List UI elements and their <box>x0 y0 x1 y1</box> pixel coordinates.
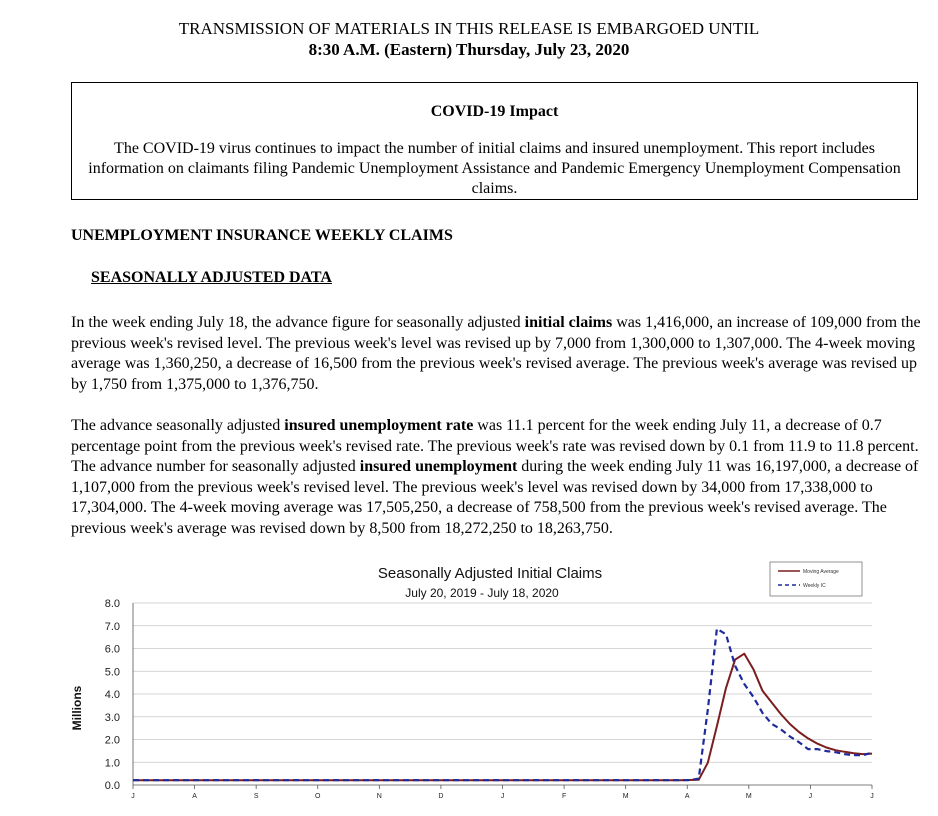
chart-grid <box>133 603 872 762</box>
legend-box <box>770 562 862 596</box>
covid-impact-title: COVID-19 Impact <box>430 103 559 120</box>
y-tick-label: 7.0 <box>104 620 120 633</box>
y-tick-label: 1.0 <box>104 757 120 770</box>
covid-impact-box <box>71 82 918 200</box>
chart-legend <box>770 562 862 596</box>
p2-text-2: was 11.1 percent for the week ending July 11, a decrease of 0.7 percentage point from the previous week's revised rate. The previous week's rate was revised down by 0.1 from 11.9 to 11.8 percent. The advance number for seasonally adjusted <box>71 417 919 475</box>
chart-svg <box>0 558 938 811</box>
x-tick-label: M <box>745 793 752 800</box>
y-tick-label: 0.0 <box>104 780 120 792</box>
chart-series <box>133 629 872 781</box>
p1-text-2: was 1,416,000, an increase of 109,000 from the previous week's revised level. The previous week's level was revised up by 7,000 from 1,300,000 to 1,307,000. The 4-week moving average was 1,360,250, a decrease of 16,500 from the previous week's revised average. The previous week's average was revised up by 1,750 from 1,375,000 to 1,376,750. <box>71 314 921 393</box>
series-line-weekly-ic <box>133 629 872 781</box>
x-tick-label: F <box>561 793 567 800</box>
insured-unemployment-paragraph <box>71 416 921 539</box>
x-tick-label: A <box>684 793 690 800</box>
y-tick-label: 5.0 <box>104 666 120 679</box>
embargo-line-1: TRANSMISSION OF MATERIALS IN THIS RELEASE IS EMBARGOED UNTIL <box>178 19 760 38</box>
x-tick-label: J <box>808 793 813 800</box>
x-tick-label: A <box>192 793 197 800</box>
initial-claims-paragraph <box>71 313 921 395</box>
p2-bold-insured-rate: insured unemployment rate <box>284 417 474 434</box>
x-tick-label: D <box>438 793 444 800</box>
p1-text-1: In the week ending July 18, the advance figure for seasonally adjusted <box>71 314 525 331</box>
x-tick-label: O <box>315 793 321 800</box>
p1-bold-initial-claims: initial claims <box>524 314 613 331</box>
x-tick-label: J <box>870 793 874 800</box>
p2-bold-insured-unemployment: insured unemployment <box>359 458 518 475</box>
y-tick-label: 3.0 <box>104 711 120 724</box>
chart-subtitle: July 20, 2019 - July 18, 2020 <box>405 586 559 600</box>
subsection-title: SEASONALLY ADJUSTED DATA <box>91 269 332 286</box>
chart-title: Seasonally Adjusted Initial Claims <box>377 565 603 582</box>
y-tick-label: 6.0 <box>104 643 120 656</box>
p2-text-3: during the week ending July 11 was 16,197,000, a decrease of 1,107,000 from the previous week's revised level. The previous week's level was revised down by 34,000 from 17,338,000 to 17,304,000. The 4-week moving average was 17,505,250, a decrease of 758,500 from the previous week's revised average. The previous week's average was revised down by 8,500 from 18,272,250 to 18,263,750. <box>71 458 919 537</box>
legend-moving-average-label: Moving Average <box>803 569 839 575</box>
x-tick-label: N <box>376 793 382 800</box>
x-tick-label: J <box>500 793 505 800</box>
x-tick-label: J <box>131 793 135 800</box>
x-tick-label: M <box>622 793 629 800</box>
embargo-notice <box>0 18 938 60</box>
y-tick-label: 2.0 <box>104 734 120 747</box>
p2-text-1: The advance seasonally adjusted <box>71 417 285 434</box>
y-tick-label: 8.0 <box>104 598 120 610</box>
y-axis-label: Millions <box>70 685 84 731</box>
x-tick-label: S <box>253 793 259 800</box>
legend-weekly-ic-label: Weekly IC <box>803 583 826 589</box>
initial-claims-chart <box>0 558 938 811</box>
y-tick-label: 4.0 <box>104 689 120 701</box>
section-title: UNEMPLOYMENT INSURANCE WEEKLY CLAIMS <box>71 227 453 244</box>
chart-axes <box>105 598 874 800</box>
embargo-line-2: 8:30 A.M. (Eastern) Thursday, July 23, 2020 <box>308 40 630 59</box>
covid-impact-text: The COVID-19 virus continues to impact the number of initial claims and insured unemployment. This report includes information on claimants filing Pandemic Unemployment Assistance and Pandemic Emergency Unemployment Compensation claims. <box>88 140 901 197</box>
